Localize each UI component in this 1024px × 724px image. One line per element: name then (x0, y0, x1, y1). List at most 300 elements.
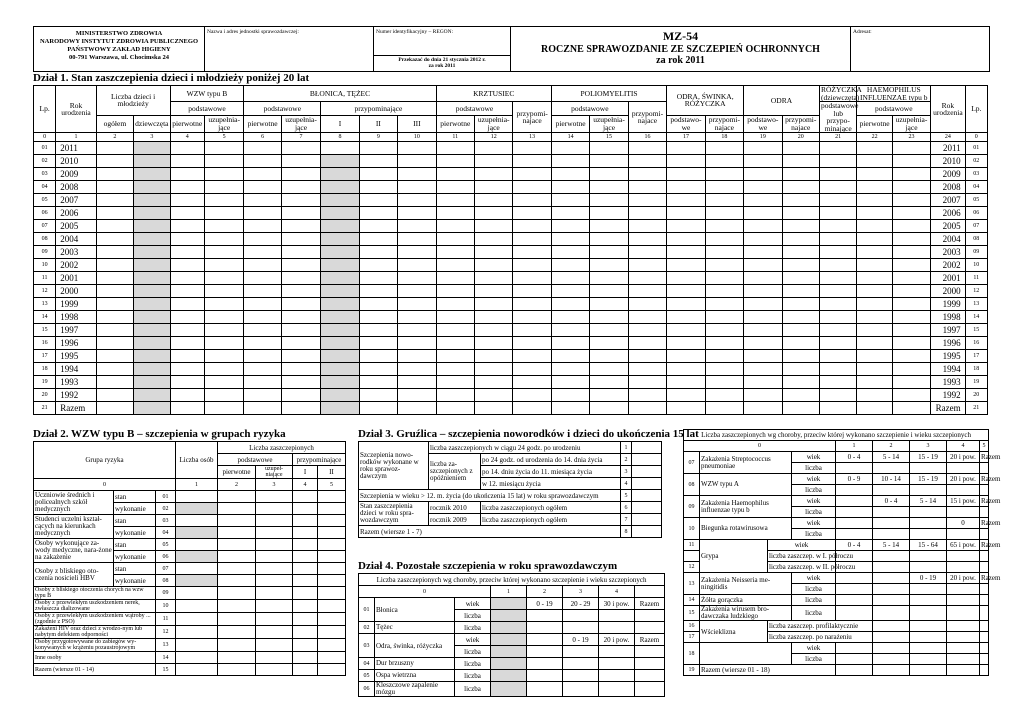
value-cell[interactable] (590, 324, 628, 337)
value-cell[interactable] (96, 259, 133, 272)
value-cell[interactable] (491, 670, 527, 682)
value-cell[interactable] (176, 626, 218, 639)
value-cell[interactable] (892, 311, 930, 324)
value-cell[interactable] (293, 515, 318, 527)
value-cell[interactable] (857, 311, 892, 324)
value-cell[interactable] (256, 664, 293, 676)
value-cell[interactable] (204, 389, 243, 402)
value-cell[interactable] (204, 207, 243, 220)
value-cell[interactable] (590, 337, 628, 350)
value-cell[interactable] (281, 311, 320, 324)
value-cell[interactable] (134, 389, 170, 402)
value-cell[interactable] (170, 246, 204, 259)
value-cell[interactable] (218, 539, 256, 551)
value-cell[interactable] (836, 529, 873, 540)
value-cell[interactable] (873, 551, 910, 562)
value-cell[interactable] (436, 298, 474, 311)
value-cell[interactable] (318, 491, 346, 503)
value-cell[interactable] (513, 311, 551, 324)
value-cell[interactable] (244, 142, 281, 155)
value-cell[interactable] (170, 324, 204, 337)
value-cell[interactable] (836, 665, 873, 676)
value-cell[interactable] (857, 233, 892, 246)
value-cell[interactable] (980, 485, 989, 496)
value-cell[interactable] (667, 246, 705, 259)
value-cell[interactable] (705, 181, 743, 194)
value-cell[interactable] (204, 272, 243, 285)
value-cell[interactable] (436, 337, 474, 350)
value-cell[interactable] (398, 376, 436, 389)
value-cell[interactable] (170, 233, 204, 246)
value-cell[interactable] (590, 285, 628, 298)
value-cell[interactable] (563, 610, 599, 622)
value-cell[interactable] (321, 233, 359, 246)
value-cell[interactable] (281, 363, 320, 376)
value-cell[interactable] (857, 376, 892, 389)
value-cell[interactable] (134, 142, 170, 155)
value-cell[interactable] (321, 376, 359, 389)
value-cell[interactable] (436, 220, 474, 233)
value-cell[interactable] (170, 194, 204, 207)
value-cell[interactable] (892, 155, 930, 168)
value-cell[interactable] (96, 389, 133, 402)
value-cell[interactable] (590, 220, 628, 233)
value-cell[interactable] (293, 575, 318, 587)
value-cell[interactable] (204, 324, 243, 337)
value-cell[interactable] (744, 376, 782, 389)
value-cell[interactable] (635, 622, 665, 634)
value-cell[interactable] (705, 363, 743, 376)
value-cell[interactable] (359, 389, 397, 402)
value-cell[interactable] (170, 285, 204, 298)
value-cell[interactable] (892, 168, 930, 181)
value-cell[interactable] (281, 402, 320, 415)
value-cell[interactable] (170, 311, 204, 324)
value-cell[interactable] (632, 514, 662, 526)
value-cell[interactable] (96, 285, 133, 298)
value-cell[interactable] (910, 595, 947, 606)
value-cell[interactable] (256, 652, 293, 664)
value-cell[interactable] (782, 363, 819, 376)
value-cell[interactable] (256, 563, 293, 575)
value-cell[interactable] (398, 142, 436, 155)
value-cell[interactable] (318, 551, 346, 563)
value-cell[interactable] (819, 376, 856, 389)
value-cell[interactable] (857, 363, 892, 376)
value-cell[interactable] (321, 194, 359, 207)
value-cell[interactable] (635, 610, 665, 622)
value-cell[interactable] (293, 600, 318, 613)
value-cell[interactable] (705, 376, 743, 389)
value-cell[interactable] (256, 626, 293, 639)
value-cell[interactable] (892, 194, 930, 207)
value-cell[interactable] (705, 272, 743, 285)
value-cell[interactable] (256, 613, 293, 626)
value-cell[interactable] (947, 507, 980, 518)
value-cell[interactable] (96, 168, 133, 181)
value-cell[interactable] (281, 220, 320, 233)
value-cell[interactable] (782, 272, 819, 285)
value-cell[interactable] (513, 207, 551, 220)
value-cell[interactable] (705, 194, 743, 207)
value-cell[interactable] (590, 350, 628, 363)
value-cell[interactable] (204, 363, 243, 376)
value-cell[interactable] (857, 142, 892, 155)
value-cell[interactable] (398, 324, 436, 337)
value-cell[interactable] (321, 311, 359, 324)
value-cell[interactable] (590, 181, 628, 194)
value-cell[interactable] (513, 402, 551, 415)
value-cell[interactable] (436, 181, 474, 194)
value-cell[interactable] (782, 194, 819, 207)
value-cell[interactable] (281, 246, 320, 259)
value-cell[interactable] (513, 285, 551, 298)
value-cell[interactable] (475, 233, 513, 246)
value-cell[interactable] (96, 363, 133, 376)
value-cell[interactable] (819, 272, 856, 285)
value-cell[interactable] (96, 194, 133, 207)
value-cell[interactable] (857, 298, 892, 311)
value-cell[interactable] (513, 246, 551, 259)
value-cell[interactable] (551, 311, 589, 324)
value-cell[interactable] (176, 652, 218, 664)
value-cell[interactable] (910, 562, 947, 573)
value-cell[interactable] (744, 311, 782, 324)
value-cell[interactable] (436, 142, 474, 155)
value-cell[interactable] (635, 670, 665, 682)
value-cell[interactable] (980, 551, 989, 562)
value-cell[interactable] (96, 337, 133, 350)
value-cell[interactable] (744, 194, 782, 207)
value-cell[interactable] (628, 298, 666, 311)
value-cell[interactable] (475, 168, 513, 181)
value-cell[interactable] (632, 466, 662, 478)
value-cell[interactable] (628, 207, 666, 220)
value-cell[interactable] (513, 155, 551, 168)
value-cell[interactable] (398, 246, 436, 259)
value-cell[interactable] (667, 194, 705, 207)
value-cell[interactable] (910, 665, 947, 676)
value-cell[interactable] (204, 311, 243, 324)
value-cell[interactable] (359, 207, 397, 220)
value-cell[interactable] (244, 350, 281, 363)
value-cell[interactable] (475, 389, 513, 402)
value-cell[interactable] (667, 233, 705, 246)
value-cell[interactable] (563, 682, 599, 697)
value-cell[interactable] (527, 610, 563, 622)
value-cell[interactable] (980, 562, 989, 573)
value-cell[interactable] (782, 155, 819, 168)
value-cell[interactable] (590, 389, 628, 402)
value-cell[interactable] (782, 207, 819, 220)
value-cell[interactable] (632, 442, 662, 454)
value-cell[interactable] (857, 272, 892, 285)
value-cell[interactable] (256, 515, 293, 527)
value-cell[interactable] (318, 639, 346, 652)
value-cell[interactable] (947, 584, 980, 595)
value-cell[interactable] (947, 562, 980, 573)
value-cell[interactable] (551, 376, 589, 389)
value-cell[interactable] (705, 402, 743, 415)
value-cell[interactable] (590, 233, 628, 246)
value-cell[interactable] (170, 298, 204, 311)
value-cell[interactable] (436, 168, 474, 181)
value-cell[interactable] (359, 324, 397, 337)
value-cell[interactable] (705, 142, 743, 155)
value-cell[interactable] (134, 311, 170, 324)
value-cell[interactable] (892, 376, 930, 389)
value-cell[interactable] (705, 259, 743, 272)
value-cell[interactable] (910, 507, 947, 518)
value-cell[interactable] (590, 246, 628, 259)
value-cell[interactable] (551, 259, 589, 272)
value-cell[interactable] (705, 389, 743, 402)
value-cell[interactable] (359, 272, 397, 285)
value-cell[interactable] (873, 584, 910, 595)
value-cell[interactable] (819, 194, 856, 207)
value-cell[interactable] (96, 298, 133, 311)
value-cell[interactable] (244, 376, 281, 389)
value-cell[interactable] (744, 142, 782, 155)
value-cell[interactable] (436, 376, 474, 389)
value-cell[interactable] (513, 142, 551, 155)
value-cell[interactable] (293, 527, 318, 539)
value-cell[interactable] (513, 350, 551, 363)
value-cell[interactable] (398, 298, 436, 311)
value-cell[interactable] (892, 181, 930, 194)
value-cell[interactable] (635, 682, 665, 697)
value-cell[interactable] (96, 220, 133, 233)
value-cell[interactable] (398, 194, 436, 207)
value-cell[interactable] (218, 587, 256, 600)
value-cell[interactable] (667, 220, 705, 233)
value-cell[interactable] (204, 181, 243, 194)
value-cell[interactable] (244, 155, 281, 168)
value-cell[interactable] (819, 363, 856, 376)
value-cell[interactable] (628, 376, 666, 389)
value-cell[interactable] (947, 595, 980, 606)
value-cell[interactable] (204, 168, 243, 181)
value-cell[interactable] (134, 220, 170, 233)
value-cell[interactable] (513, 181, 551, 194)
value-cell[interactable] (204, 285, 243, 298)
value-cell[interactable] (218, 563, 256, 575)
value-cell[interactable] (947, 632, 980, 643)
value-cell[interactable] (218, 551, 256, 563)
value-cell[interactable] (628, 220, 666, 233)
value-cell[interactable] (836, 606, 873, 621)
value-cell[interactable] (551, 233, 589, 246)
value-cell[interactable] (947, 654, 980, 665)
value-cell[interactable] (170, 337, 204, 350)
value-cell[interactable] (321, 220, 359, 233)
value-cell[interactable] (256, 551, 293, 563)
value-cell[interactable] (551, 298, 589, 311)
value-cell[interactable] (176, 664, 218, 676)
value-cell[interactable] (218, 664, 256, 676)
value-cell[interactable] (281, 194, 320, 207)
value-cell[interactable] (705, 298, 743, 311)
value-cell[interactable] (857, 168, 892, 181)
value-cell[interactable] (321, 298, 359, 311)
value-cell[interactable] (321, 168, 359, 181)
value-cell[interactable] (244, 207, 281, 220)
value-cell[interactable] (635, 646, 665, 658)
value-cell[interactable] (667, 181, 705, 194)
value-cell[interactable] (551, 272, 589, 285)
value-cell[interactable] (134, 402, 170, 415)
value-cell[interactable] (218, 652, 256, 664)
value-cell[interactable] (244, 181, 281, 194)
value-cell[interactable] (590, 376, 628, 389)
value-cell[interactable] (475, 285, 513, 298)
value-cell[interactable] (321, 285, 359, 298)
value-cell[interactable] (398, 220, 436, 233)
value-cell[interactable] (551, 142, 589, 155)
value-cell[interactable] (873, 595, 910, 606)
value-cell[interactable] (980, 595, 989, 606)
value-cell[interactable] (321, 142, 359, 155)
value-cell[interactable] (318, 539, 346, 551)
value-cell[interactable] (667, 402, 705, 415)
value-cell[interactable] (491, 682, 527, 697)
value-cell[interactable] (170, 389, 204, 402)
value-cell[interactable] (436, 402, 474, 415)
value-cell[interactable] (892, 246, 930, 259)
value-cell[interactable] (705, 220, 743, 233)
value-cell[interactable] (176, 639, 218, 652)
value-cell[interactable] (321, 181, 359, 194)
value-cell[interactable] (398, 285, 436, 298)
value-cell[interactable] (256, 600, 293, 613)
value-cell[interactable] (475, 142, 513, 155)
value-cell[interactable] (857, 220, 892, 233)
value-cell[interactable] (96, 233, 133, 246)
value-cell[interactable] (980, 606, 989, 621)
value-cell[interactable] (359, 363, 397, 376)
value-cell[interactable] (819, 311, 856, 324)
value-cell[interactable] (667, 350, 705, 363)
value-cell[interactable] (281, 259, 320, 272)
value-cell[interactable] (892, 350, 930, 363)
value-cell[interactable] (318, 575, 346, 587)
value-cell[interactable] (980, 507, 989, 518)
value-cell[interactable] (436, 324, 474, 337)
value-cell[interactable] (436, 246, 474, 259)
value-cell[interactable] (281, 142, 320, 155)
value-cell[interactable] (359, 194, 397, 207)
value-cell[interactable] (318, 503, 346, 515)
value-cell[interactable] (551, 155, 589, 168)
value-cell[interactable] (628, 142, 666, 155)
value-cell[interactable] (980, 584, 989, 595)
value-cell[interactable] (892, 363, 930, 376)
value-cell[interactable] (551, 285, 589, 298)
value-cell[interactable] (281, 155, 320, 168)
value-cell[interactable] (436, 207, 474, 220)
value-cell[interactable] (563, 658, 599, 670)
value-cell[interactable] (256, 527, 293, 539)
value-cell[interactable] (551, 337, 589, 350)
value-cell[interactable] (244, 285, 281, 298)
value-cell[interactable] (857, 402, 892, 415)
value-cell[interactable] (628, 155, 666, 168)
value-cell[interactable] (873, 529, 910, 540)
value-cell[interactable] (819, 181, 856, 194)
value-cell[interactable] (134, 194, 170, 207)
value-cell[interactable] (359, 337, 397, 350)
value-cell[interactable] (632, 478, 662, 490)
value-cell[interactable] (892, 285, 930, 298)
value-cell[interactable] (857, 389, 892, 402)
value-cell[interactable] (96, 181, 133, 194)
value-cell[interactable] (667, 142, 705, 155)
value-cell[interactable] (892, 337, 930, 350)
value-cell[interactable] (782, 311, 819, 324)
value-cell[interactable] (980, 665, 989, 676)
value-cell[interactable] (475, 350, 513, 363)
value-cell[interactable] (628, 350, 666, 363)
value-cell[interactable] (705, 207, 743, 220)
value-cell[interactable] (436, 350, 474, 363)
value-cell[interactable] (204, 233, 243, 246)
value-cell[interactable] (819, 155, 856, 168)
value-cell[interactable] (218, 503, 256, 515)
value-cell[interactable] (281, 350, 320, 363)
value-cell[interactable] (782, 220, 819, 233)
value-cell[interactable] (244, 298, 281, 311)
value-cell[interactable] (491, 610, 527, 622)
value-cell[interactable] (318, 527, 346, 539)
value-cell[interactable] (176, 515, 218, 527)
value-cell[interactable] (873, 507, 910, 518)
value-cell[interactable] (491, 658, 527, 670)
value-cell[interactable] (318, 664, 346, 676)
value-cell[interactable] (590, 168, 628, 181)
value-cell[interactable] (705, 233, 743, 246)
value-cell[interactable] (96, 311, 133, 324)
value-cell[interactable] (910, 584, 947, 595)
value-cell[interactable] (281, 285, 320, 298)
value-cell[interactable] (281, 207, 320, 220)
value-cell[interactable] (321, 272, 359, 285)
value-cell[interactable] (590, 194, 628, 207)
value-cell[interactable] (134, 272, 170, 285)
value-cell[interactable] (134, 324, 170, 337)
value-cell[interactable] (281, 233, 320, 246)
value-cell[interactable] (819, 142, 856, 155)
value-cell[interactable] (947, 485, 980, 496)
value-cell[interactable] (204, 402, 243, 415)
value-cell[interactable] (563, 646, 599, 658)
value-cell[interactable] (176, 587, 218, 600)
value-cell[interactable] (744, 207, 782, 220)
value-cell[interactable] (170, 155, 204, 168)
value-cell[interactable] (244, 233, 281, 246)
value-cell[interactable] (892, 298, 930, 311)
value-cell[interactable] (667, 285, 705, 298)
value-cell[interactable] (281, 181, 320, 194)
value-cell[interactable] (819, 337, 856, 350)
value-cell[interactable] (475, 220, 513, 233)
value-cell[interactable] (705, 246, 743, 259)
value-cell[interactable] (782, 389, 819, 402)
value-cell[interactable] (513, 389, 551, 402)
value-cell[interactable] (836, 463, 873, 474)
value-cell[interactable] (134, 155, 170, 168)
value-cell[interactable] (910, 463, 947, 474)
value-cell[interactable] (359, 142, 397, 155)
